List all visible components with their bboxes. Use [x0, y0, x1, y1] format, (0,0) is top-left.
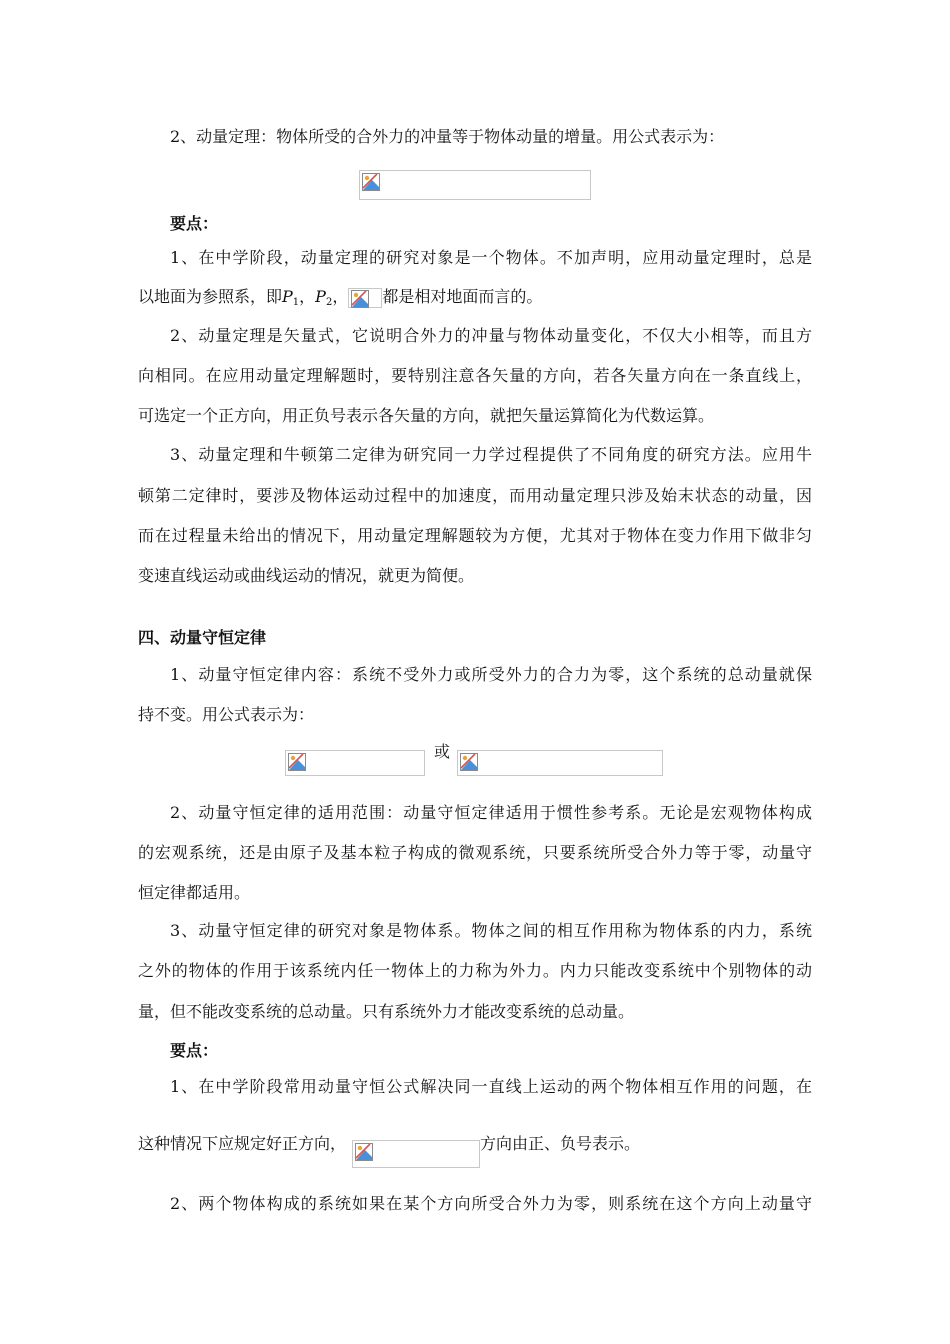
paragraph-line: 变速直线运动或曲线运动的情况，就更为简便。 — [138, 566, 475, 585]
formula-image-conservation-1 — [285, 750, 425, 776]
paragraph-line: 量，但不能改变系统的总动量。只有系统外力才能改变系统的总动量。 — [138, 1002, 635, 1021]
var-p: P — [282, 287, 293, 306]
section-heading: 四、动量守恒定律 — [138, 628, 267, 647]
broken-image-icon — [362, 173, 380, 191]
paragraph-line: 2、动量守恒定律的适用范围：动量守恒定律适用于惯性参考系。无论是宏观物体构成 — [170, 803, 812, 822]
paragraph-line-pre: 这种情况下应规定好正方向， — [138, 1134, 347, 1153]
text-segment: 都是相对地面而言的。 — [382, 287, 543, 306]
theorem-statement: 2、动量定理：物体所受的合外力的冲量等于物体动量的增量。用公式表示为： — [170, 127, 725, 146]
paragraph-line: 2、两个物体构成的系统如果在某个方向所受合外力为零，则系统在这个方向上动量守 — [170, 1194, 812, 1213]
separator: ， — [332, 287, 349, 306]
paragraph-line: 可选定一个正方向，用正负号表示各矢量的方向，就把矢量运算简化为代数运算。 — [138, 406, 715, 425]
key-points-heading: 要点： — [170, 214, 219, 233]
paragraph-line: 之外的物体的作用于该系统内任一物体上的力称为外力。内力只能改变系统中个别物体的动 — [138, 961, 812, 980]
formula-image-direction — [352, 1140, 480, 1168]
paragraph-line: 2、动量定理是矢量式，它说明合外力的冲量与物体动量变化，不仅大小相等，而且方 — [170, 326, 812, 345]
paragraph-line: 向相同。在应用动量定理解题时，要特别注意各矢量的方向，若各矢量方向在一条直线上， — [138, 366, 812, 385]
paragraph-line: 顿第二定律时，要涉及物体运动过程中的加速度，而用动量定理只涉及始末状态的动量，因 — [138, 486, 812, 505]
subscript-1: 1 — [292, 297, 300, 308]
formula-image-conservation-2 — [457, 750, 663, 776]
or-text: 或 — [434, 742, 451, 761]
paragraph-line-post: 方向由正、负号表示。 — [480, 1134, 641, 1153]
paragraph-line: 持不变。用公式表示为： — [138, 705, 315, 724]
paragraph-line: 恒定律都适用。 — [138, 883, 251, 902]
subscript-2: 2 — [325, 297, 333, 308]
paragraph-line-with-vars — [138, 287, 542, 313]
paragraph-line: 3、动量定理和牛顿第二定律为研究同一力学过程提供了不同角度的研究方法。应用牛 — [170, 445, 812, 464]
key-points-heading: 要点： — [170, 1041, 219, 1060]
broken-image-icon — [351, 290, 369, 308]
paragraph-line: 1、在中学阶段常用动量守恒公式解决同一直线上运动的两个物体相互作用的问题，在 — [170, 1077, 812, 1096]
paragraph-line: 而在过程量未给出的情况下，用动量定理解题较为方便，尤其对于物体在变力作用下做非匀 — [138, 526, 812, 545]
formula-image-impulse-momentum — [359, 170, 591, 200]
text-segment: 以地面为参照系，即 — [138, 287, 283, 306]
broken-image-icon — [355, 1143, 373, 1161]
broken-image-icon — [288, 753, 306, 771]
paragraph-line: 的宏观系统，还是由原子及基本粒子构成的微观系统，只要系统所受合外力等于零，动量守 — [138, 843, 812, 862]
paragraph-line: 3、动量守恒定律的研究对象是物体系。物体之间的相互作用称为物体系的内力，系统 — [170, 921, 812, 940]
separator: ， — [299, 287, 316, 306]
paragraph-line: 1、动量守恒定律内容：系统不受外力或所受外力的合力为零，这个系统的总动量就保 — [170, 665, 812, 684]
broken-image-icon — [460, 753, 478, 771]
formula-image-inline — [348, 288, 382, 308]
var-p: P — [315, 287, 326, 306]
paragraph-line: 1、在中学阶段，动量定理的研究对象是一个物体。不加声明，应用动量定理时，总是 — [170, 248, 812, 267]
